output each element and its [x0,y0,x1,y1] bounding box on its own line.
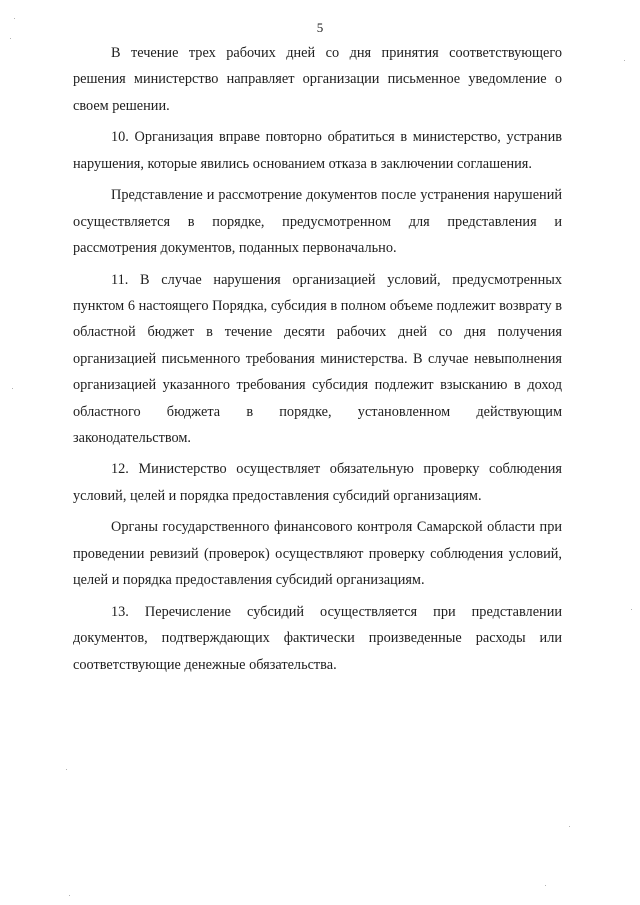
scan-speck [14,18,15,19]
paragraph-item-13: 13. Перечисление субсидий осуществляется при представлении документов, подтверждающих фактически произведенные расходы или соответствующие денежные обязательства. [73,603,562,673]
scan-speck [10,38,11,39]
scan-speck [631,609,632,610]
paragraph-notification: В течение трех рабочих дней со дня принятия соответствующего решения министерство направляет организации письменное уведомление о своем решении. [73,45,562,114]
scan-speck [569,826,570,827]
scan-speck [624,60,625,61]
paragraph-item-12: 12. Министерство осуществляет обязательную проверку соблюдения условий, целей и порядка предоставления субсидий организациям. [73,461,562,504]
paragraph-item-10: 10. Организация вправе повторно обратиться в министерство, устранив нарушения, которые явились основанием отказа в заключении соглашения. [73,129,562,172]
paragraph-resubmission: Представление и рассмотрение документов после устранения нарушений осуществляется в порядке, предусмотренном для представления и рассмотрения документов, поданных первоначально. [73,187,562,257]
scan-speck [545,885,546,886]
page-number: 5 [316,20,324,35]
paragraph-financial-control: Органы государственного финансового контроля Самарской области при проведении ревизий (проверок) осуществляют проверку соблюдения условий, целей и порядка предоставления субсидий организациям. [73,519,562,589]
scan-speck [12,388,13,389]
paragraph-item-11: 11. В случае нарушения организацией условий, предусмотренных пунктом 6 настоящего Порядка, субсидия в полном объеме подлежит возврату в областной бюджет в течение десяти рабочих дней со дня получения организацией письменного требования министерства. В случае невыполнения организацией указанного требования субсидия подлежит взысканию в доход областного бюджета в порядке, установленном действующим законодательством. [73,271,562,446]
document-body [73,40,562,683]
scan-speck [66,769,67,770]
scan-speck [69,895,70,896]
